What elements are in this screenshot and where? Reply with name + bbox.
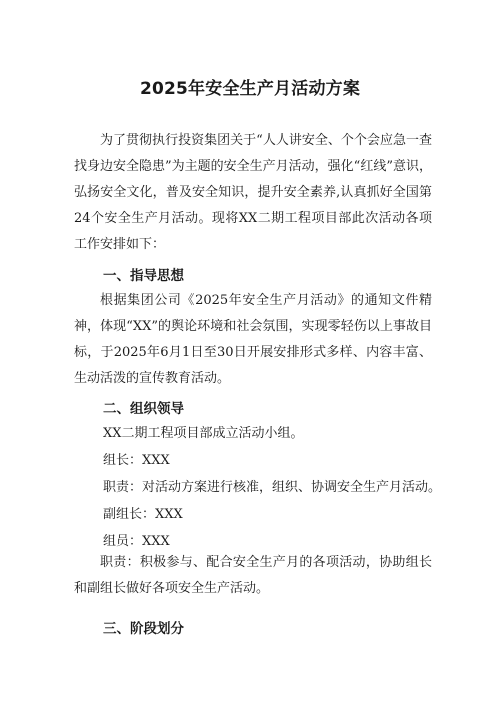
section-heading-guiding-ideology: 一、指导思想 [103,268,184,284]
deputy-leader-line: 副组长：XXX [103,507,183,522]
member-duty-paragraph: 职责：积极参与、配合安全生产月的各项活动，协助组长和副组长做好各项安全生产活动。 [74,555,432,596]
section-heading-phases: 三、阶段划分 [103,621,184,637]
member-line: 组员：XXX [103,534,170,549]
leader-line: 组长：XXX [103,453,170,468]
activity-group-line: XX二期工程项目部成立活动小组。 [103,426,304,441]
document-title: 2025年安全生产月活动方案 [139,79,361,99]
intro-paragraph: 为了贯彻执行投资集团关于“人人讲安全、个个会应急一查找身边安全隐患”为主题的安全生产月活动，强化“红线”意识，弘扬安全文化，普及安全知识，提升安全素养,认真抓好全国第24个安全生产月活动。现将XX二期工程项目部此次活动各项工作安排如下： [74,133,432,252]
section-heading-organization: 二、组织领导 [103,401,184,417]
guiding-ideology-paragraph: 根据集团公司《2025年安全生产月活动》的通知文件精神，体现“XX”的舆论环境和社会氛围，实现零轻伤以上事故目标，于2025年6月1日至30日开展安排形式多样、内容丰富、生动活泼的宣传教育活动。 [74,293,432,386]
leader-duty-line: 职责：对活动方案进行核准，组织、协调安全生产月活动。 [103,480,442,495]
